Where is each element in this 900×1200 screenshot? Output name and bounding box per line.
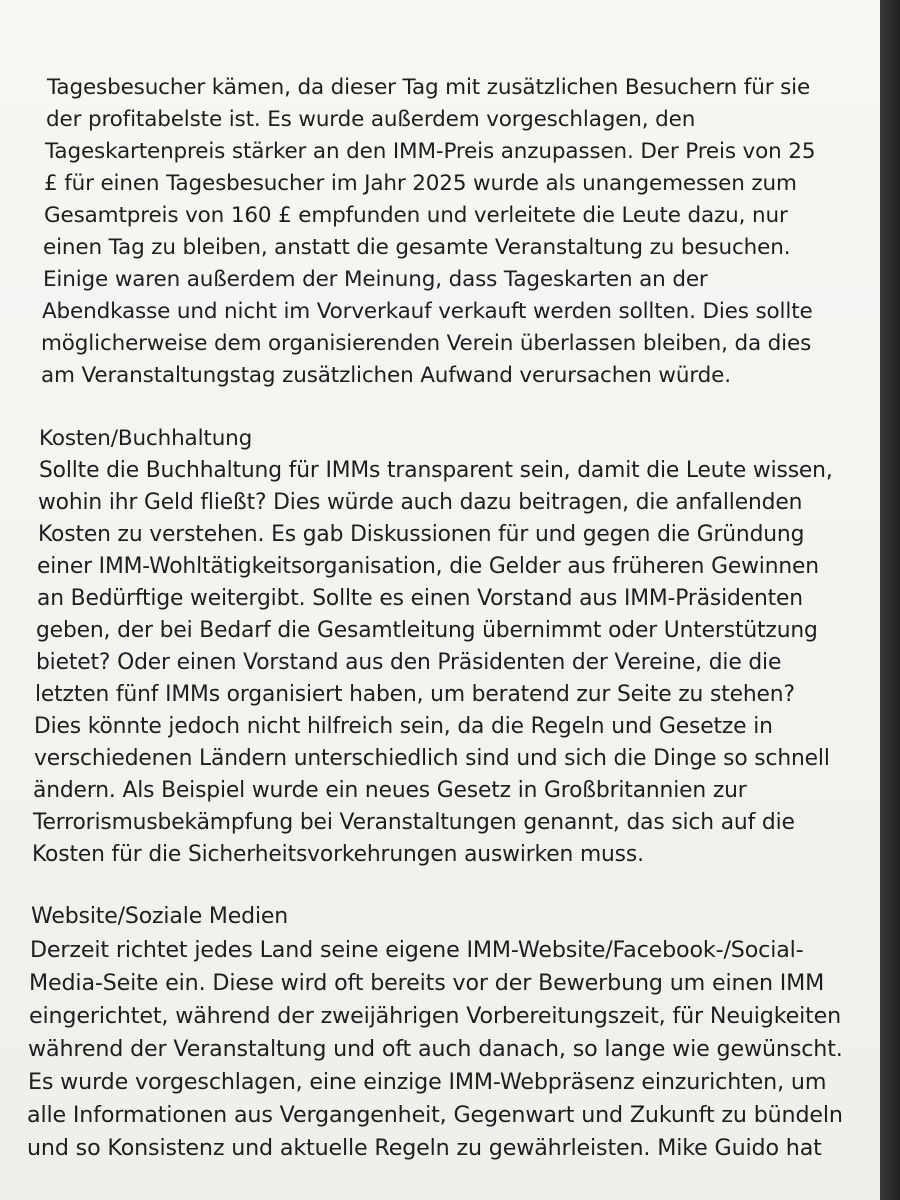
page-shadow-edge [880,0,900,1200]
text-line: Derzeit richtet jedes Land seine eigene IMM-Website/Facebook-/Social- [30,937,804,963]
text-line: Tagesbesucher kämen, da dieser Tag mit zusätzlichen Besuchern für sie [47,75,811,100]
text-line: Kosten für die Sicherheitsvorkehrungen auswirken muss. [32,842,644,867]
text-line: am Veranstaltungstag zusätzlichen Aufwand verursachen würde. [41,363,731,388]
text-line: möglicherweise dem organisierenden Verein überlassen bleiben, da dies [41,331,812,356]
text-line: Terrorismusbekämpfung bei Veranstaltungen genannt, das sich auf die [33,810,795,835]
text-line: alle Informationen aus Vergangenheit, Gegenwart und Zukunft zu bündeln [27,1102,843,1128]
text-line: Kosten zu verstehen. Es gab Diskussionen für und gegen die Gründung [38,522,805,547]
text-line: bietet? Oder einen Vorstand aus den Präsidenten der Vereine, die die [36,650,782,675]
text-line: letzten fünf IMMs organisiert haben, um beratend zur Seite zu stehen? [35,682,795,707]
text-line: und so Konsistenz und aktuelle Regeln zu gewährleisten. Mike Guido hat [27,1135,822,1161]
text-line: Media-Seite ein. Diese wird oft bereits vor der Bewerbung um einen IMM [29,970,825,996]
text-line: Gesamtpreis von 160 £ empfunden und verleitete die Leute dazu, nur [44,203,788,228]
text-line: der profitabelste ist. Es wurde außerdem vorgeschlagen, den [46,107,696,132]
text-line: wohin ihr Geld fließt? Dies würde auch dazu beitragen, die anfallenden [38,490,803,515]
text-line: Es wurde vorgeschlagen, eine einzige IMM-Webpräsenz einzurichten, um [28,1069,827,1095]
text-line: an Bedürftige weitergibt. Sollte es einen Vorstand aus IMM-Präsidenten [37,586,803,611]
section-heading: Website/Soziale Medien [31,904,289,929]
text-line: ändern. Als Beispiel wurde ein neues Gesetz in Großbritannien zur [33,778,747,803]
text-line: einen Tag zu bleiben, anstatt die gesamte Veranstaltung zu besuchen. [43,235,791,260]
text-line: einer IMM-Wohltätigkeitsorganisation, die Gelder aus früheren Gewinnen [37,554,819,579]
text-line: £ für einen Tagesbesucher im Jahr 2025 wurde als unangemessen zum [44,171,797,196]
text-line: Dies könnte jedoch nicht hilfreich sein, da die Regeln und Gesetze in [34,714,773,739]
text-line: Tageskartenpreis stärker an den IMM-Preis anzupassen. Der Preis von 25 [45,139,816,164]
text-line: während der Veranstaltung und oft auch danach, so lange wie gewünscht. [28,1036,843,1062]
text-line: Einige waren außerdem der Meinung, dass Tageskarten an der [43,267,708,292]
text-line: Sollte die Buchhaltung für IMMs transparent sein, damit die Leute wissen, [39,458,833,483]
text-line: verschiedenen Ländern unterschiedlich sind und sich die Dinge so schnell [34,746,830,771]
section-heading: Kosten/Buchhaltung [39,426,253,451]
text-line: Abendkasse und nicht im Vorverkauf verkauft werden sollten. Dies sollte [42,299,813,324]
text-line: eingerichtet, während der zweijährigen Vorbereitungszeit, für Neuigkeiten [29,1003,842,1029]
text-line: geben, der bei Bedarf die Gesamtleitung übernimmt oder Unterstützung [36,618,818,643]
